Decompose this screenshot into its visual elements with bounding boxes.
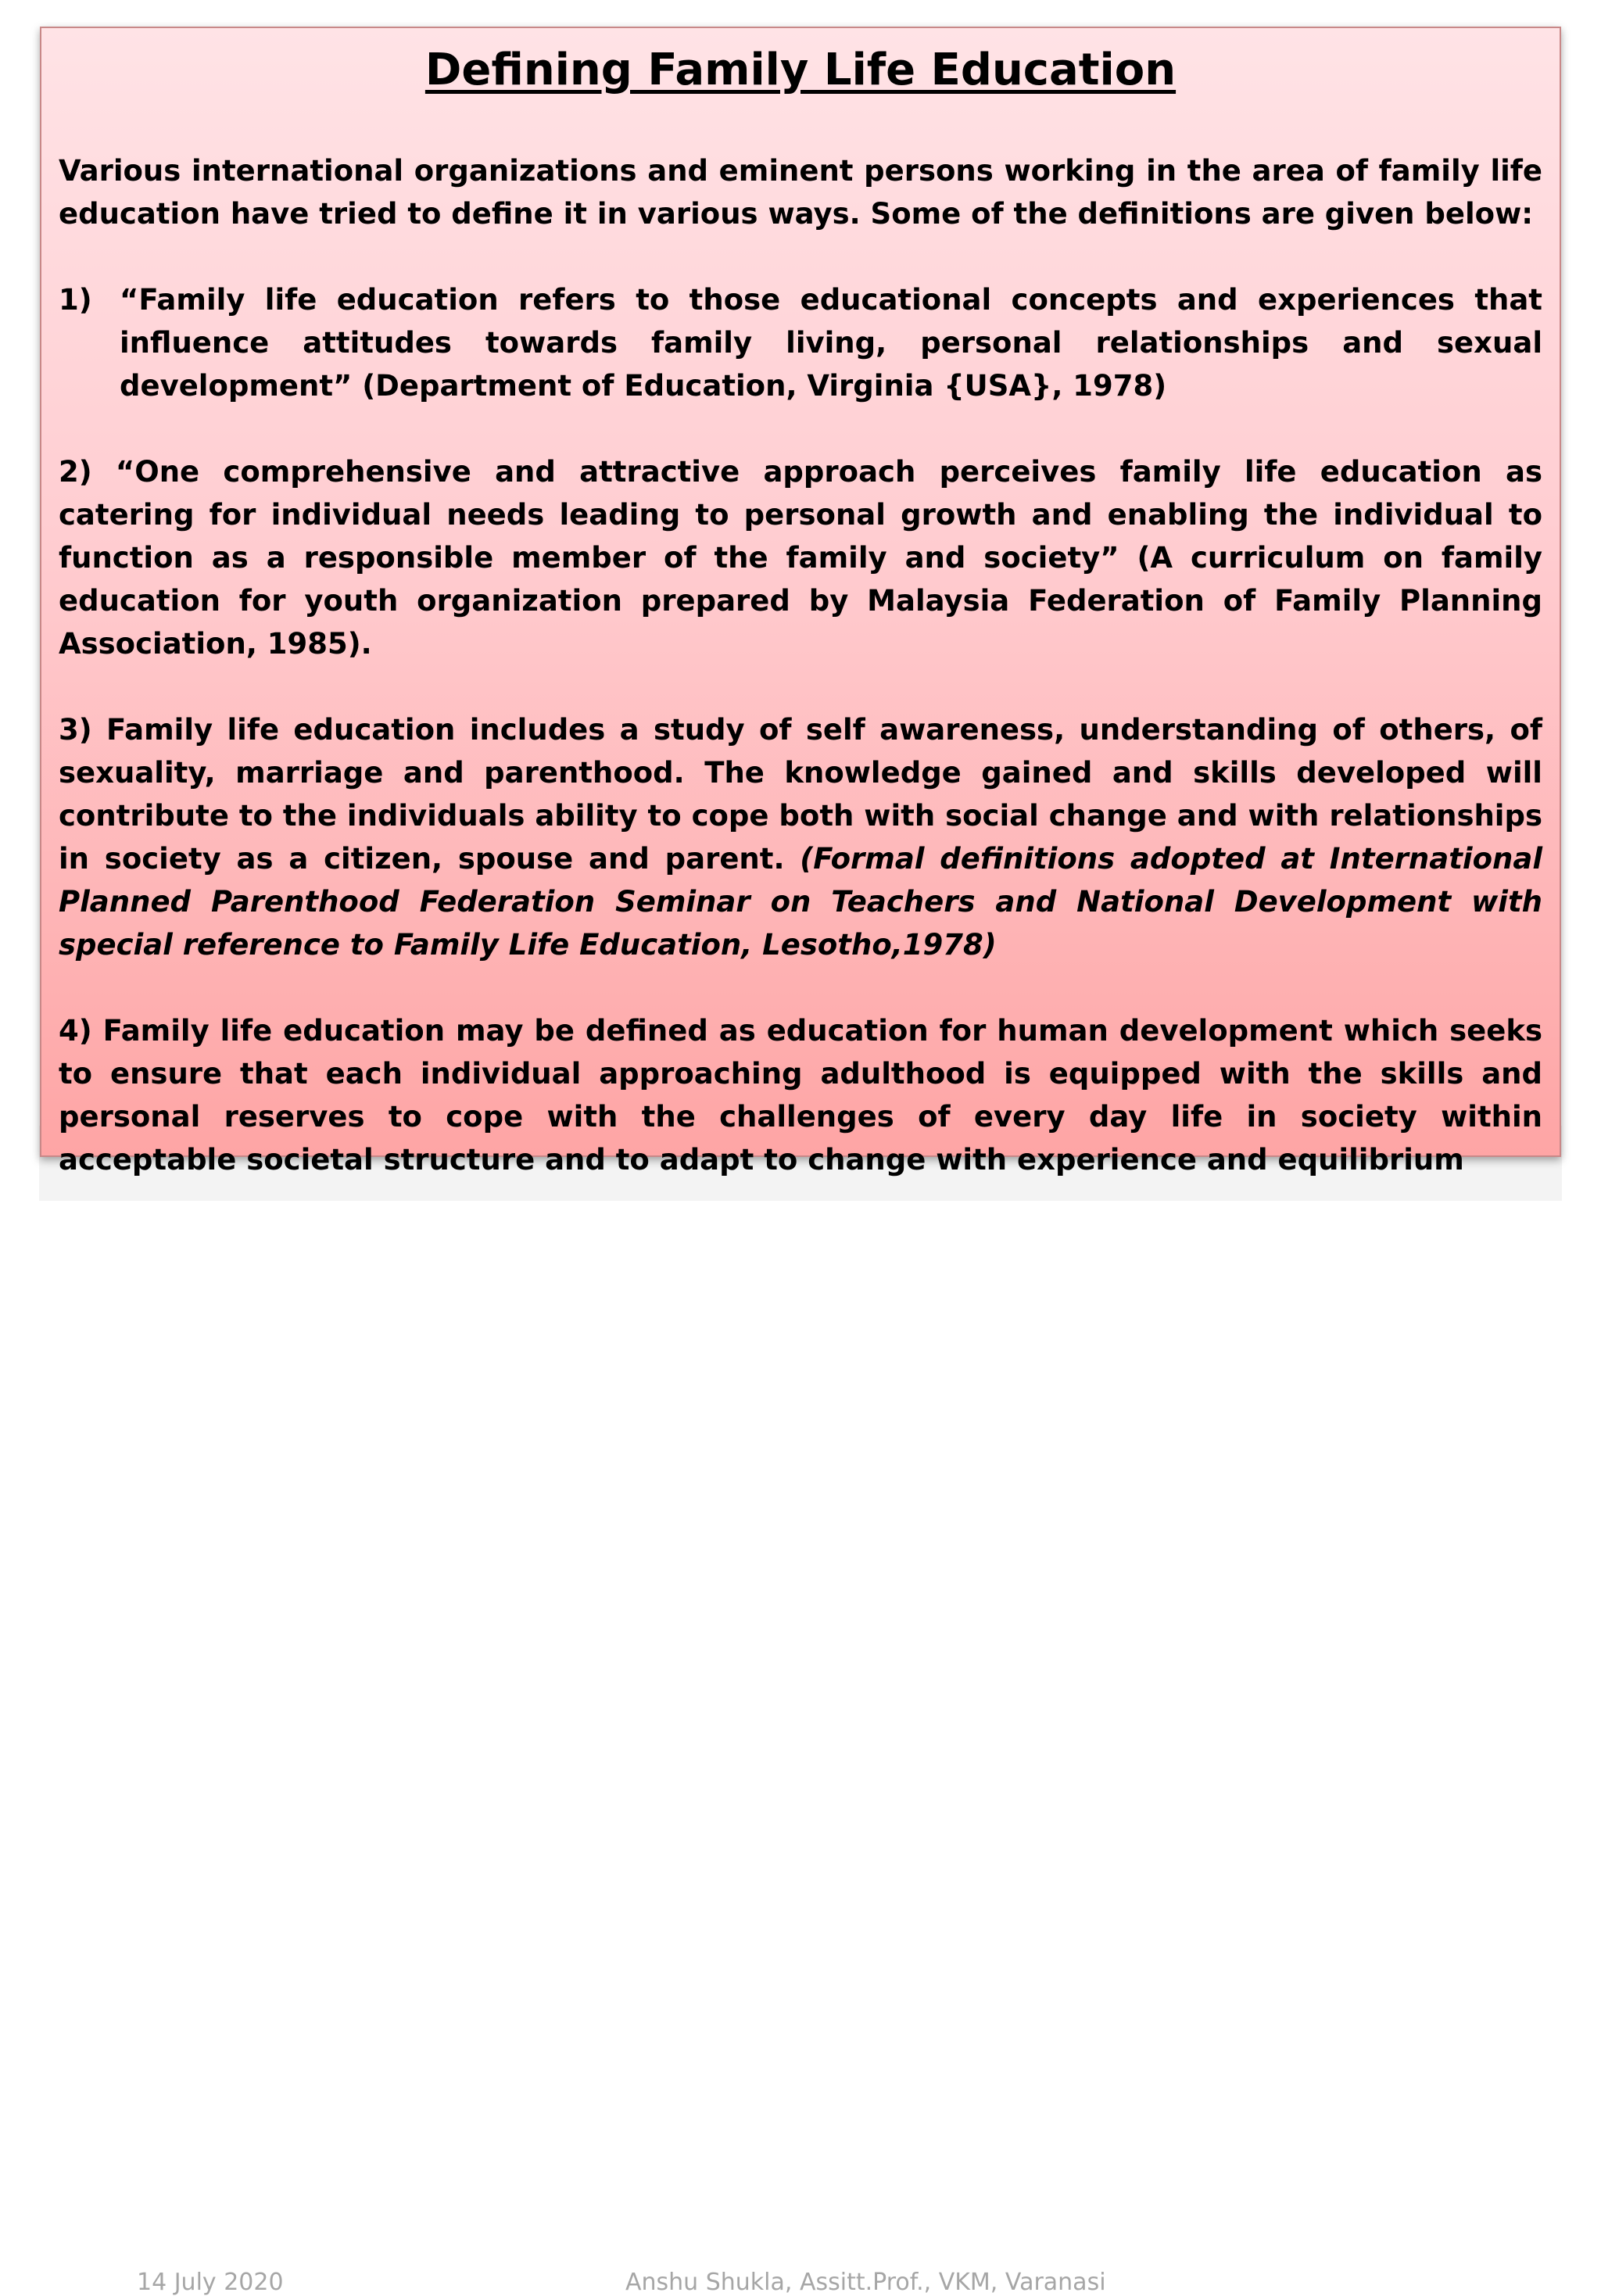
intro-paragraph: Various international organizations and eminent persons working in the area of family life education have tried to define it in various ways. Some of the definitions are given below: [59,153,1542,231]
definition-3 [59,708,1542,966]
definition-1 [59,278,1542,407]
slide-title: Defining Family Life Education [424,45,1177,95]
definition-2: 2) “One comprehensive and attractive approach perceives family life education as catering for individual needs leading to personal growth and enabling the individual to function as a responsible member of the family and society” (A curriculum on family education for youth organization prepared by Malaysia Federation of Family Planning Association, 1985). [59,454,1542,661]
definition-3-text: 3) Family life education includes a study of self awareness, understanding of others, of sexuality, marriage and parenthood. The knowledge gained and skills developed will contribute to the individuals ability to cope both with social change and with relationships in society as a citizen, spouse and parent. [59,712,1542,876]
definition-3-citation: (Formal definitions adopted at International Planned Parenthood Federation Seminar on Teachers and National Development with special reference to Family Life Education, Lesotho,1978) [59,841,1543,962]
definition-4: 4) Family life education may be defined as education for human development which seeks to ensure that each individual approaching adulthood is equipped with the skills and personal reserves to cope with the challenges of every day life in society within acceptable societal structure and to adapt to change with experience and equilibrium [59,1013,1542,1177]
definition-1-number: 1) [59,282,92,317]
content-box [40,27,1561,1177]
footer-date: 14 July 2020 [137,2269,284,2296]
footer-author: Anshu Shukla, Assitt.Prof., VKM, Varanasi [625,2269,1106,2296]
definition-1-text: “Family life education refers to those educational concepts and experiences that influence attitudes towards family living, personal relationships and sexual development” (Department of Education, Virginia {USA}, 1978) [120,282,1542,403]
